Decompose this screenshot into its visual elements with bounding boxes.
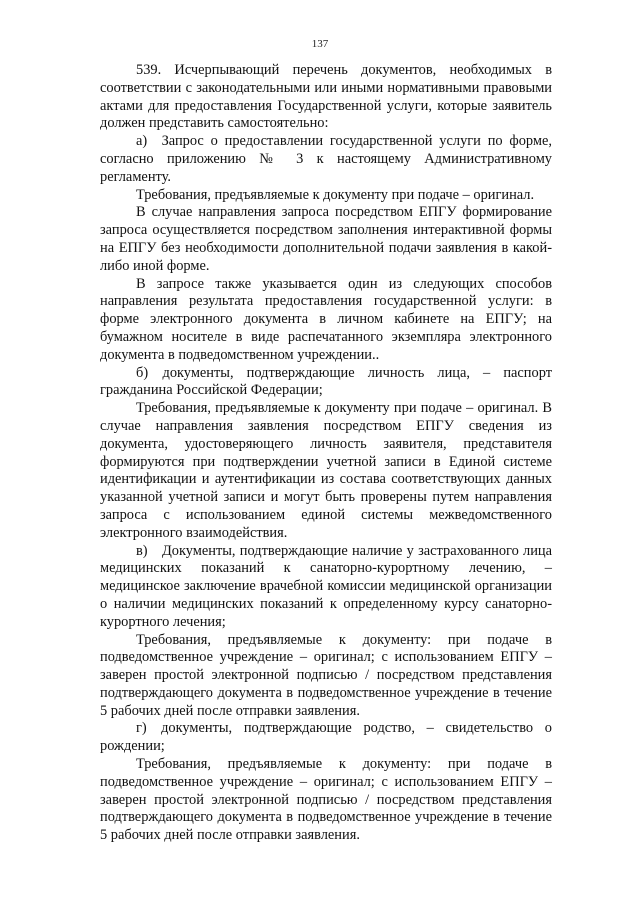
paragraph-item-a: а) Запрос о предоставлении государственной услуги по форме, согласно приложению № 3 к настоящему Административному регламенту. bbox=[100, 133, 552, 185]
paragraph-result-method: В запросе также указывается один из следующих способов направления результата предоставления государственной услуги: в форме электронного документа в личном кабинете на ЕПГУ; на бумажном носителе в виде распечатанного экземпляра электронного документа в подведомственном учреждении.. bbox=[100, 275, 552, 363]
paragraph-requirements-a: Требования, предъявляемые к документу при подаче – оригинал. bbox=[136, 186, 535, 203]
paragraph-item-b: б) документы, подтверждающие личность лица, – паспорт гражданина Российской Федерации; bbox=[100, 364, 552, 399]
paragraph-requirements-b: Требования, предъявляемые к документу при подаче – оригинал. В случае направления заявления посредством ЕПГУ сведения из документа, удостоверяющего личность заявителя, представителя формируются при подтверждении учетной записи в Единой системе идентификации и аутентификации из состава соответствующих данных указанной учетной записи и могут быть проверены путем направления запроса с использованием единой системы межведомственного электронного взаимодействия. bbox=[100, 400, 552, 541]
paragraph-requirements-v: Требования, предъявляемые к документу: при подаче в подведомственное учреждение – оригинал; с использованием ЕПГУ – заверен простой электронной подписью / посредством представления подтверждающего документа в подведомственное учреждение в течение 5 рабочих дней после отправки заявления. bbox=[100, 631, 552, 719]
paragraph-item-v: в) Документы, подтверждающие наличие у застрахованного лица медицинских показаний к санаторно-курортному лечению, – медицинское заключение врачебной комиссии медицинской организации о наличии медицинских показаний к определенному курсу санаторно-курортного лечения; bbox=[100, 542, 552, 630]
document-body bbox=[100, 62, 552, 845]
paragraph-requirements-g: Требования, предъявляемые к документу: при подаче в подведомственное учреждение – оригинал; с использованием ЕПГУ – заверен простой электронной подписью / посредством представления подтверждающего документа в подведомственное учреждение в течение 5 рабочих дней после отправки заявления. bbox=[100, 756, 552, 844]
paragraph-539-intro: 539. Исчерпывающий перечень документов, необходимых в соответствии с законодательными или иными нормативными правовыми актами для предоставления Государственной услуги, которые заявитель должен представить самостоятельно: bbox=[100, 62, 552, 132]
paragraph-item-g: г) документы, подтверждающие родство, – свидетельство о рождении; bbox=[100, 720, 552, 755]
page-number: 137 bbox=[311, 38, 329, 50]
paragraph-epgu-request: В случае направления запроса посредством ЕПГУ формирование запроса осуществляется посредством заполнения интерактивной формы на ЕПГУ без необходимости дополнительной подачи заявления в какой-либо иной форме. bbox=[100, 204, 552, 274]
